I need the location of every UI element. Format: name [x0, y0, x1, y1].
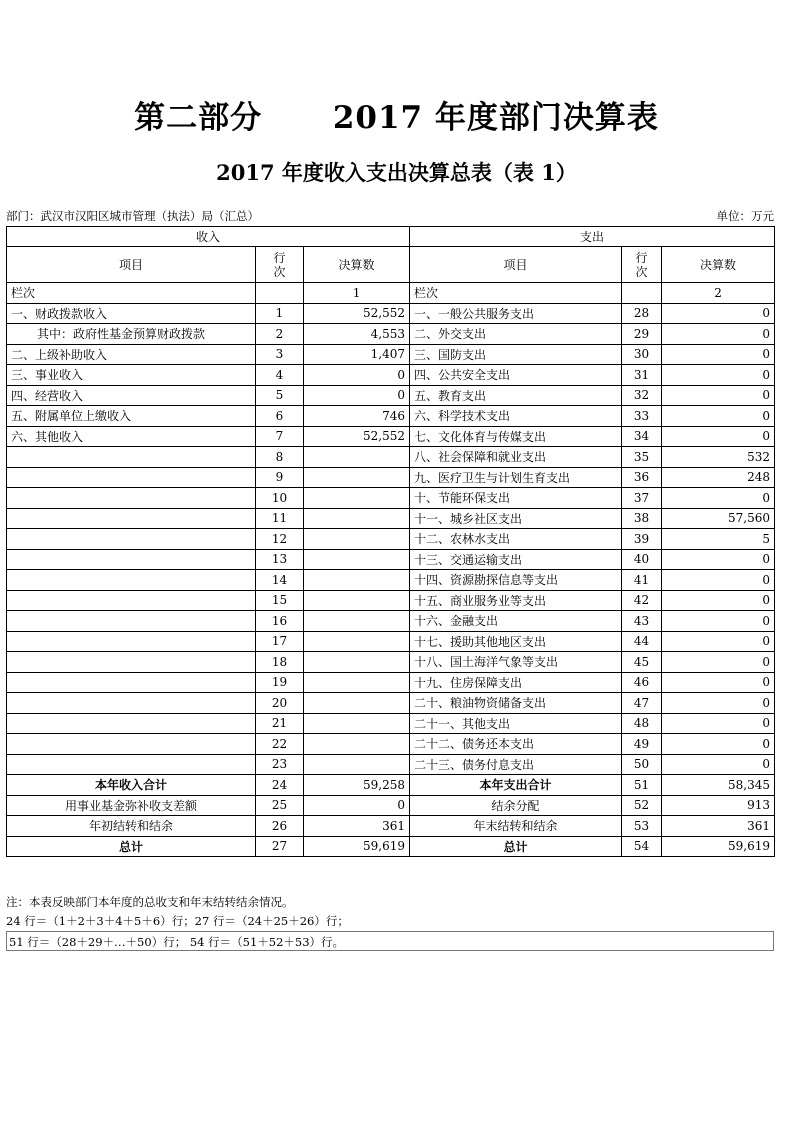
income-line-no: 1	[256, 303, 304, 324]
expense-amount: 0	[662, 488, 775, 509]
expense-amount: 0	[662, 426, 775, 447]
expense-amount: 0	[662, 365, 775, 386]
expense-amount: 0	[662, 303, 775, 324]
table-row	[7, 529, 775, 550]
expense-line-no: 47	[622, 693, 662, 714]
expense-line-no: 44	[622, 631, 662, 652]
expense-amount: 57,560	[662, 508, 775, 529]
income-amount	[304, 693, 410, 714]
income-amount: 4,553	[304, 324, 410, 345]
income-item: 二、上级补助收入	[7, 344, 256, 365]
expense-line-no: 49	[622, 734, 662, 755]
income-line-no: 4	[256, 365, 304, 386]
income-amount-header: 决算数	[304, 247, 410, 283]
income-amount	[304, 549, 410, 570]
income-item: 三、事业收入	[7, 365, 256, 386]
income-line-no: 5	[256, 385, 304, 406]
income-amount	[304, 672, 410, 693]
table-row	[7, 467, 775, 488]
income-amount	[304, 447, 410, 468]
income-item	[7, 508, 256, 529]
expense-amount: 5	[662, 529, 775, 550]
income-line-no: 15	[256, 590, 304, 611]
table-row	[7, 611, 775, 632]
expense-amount: 58,345	[662, 775, 775, 796]
income-item	[7, 447, 256, 468]
department-label: 部门：武汉市汉阳区城市管理（执法）局（汇总）	[6, 209, 259, 223]
expense-summary-item: 结余分配	[410, 795, 622, 816]
expense-item-header: 项目	[410, 247, 622, 283]
table-row	[7, 508, 775, 529]
income-line-no: 26	[256, 816, 304, 837]
summary-row	[7, 795, 775, 816]
expense-amount: 0	[662, 406, 775, 427]
table-row	[7, 406, 775, 427]
expense-item: 十六、金融支出	[410, 611, 622, 632]
expense-item: 八、社会保障和就业支出	[410, 447, 622, 468]
note-line-2: 24 行＝（1＋2＋3＋4＋5＋6）行；27 行＝（24＋25＋26）行；	[6, 914, 349, 928]
expense-summary-item: 年末结转和结余	[410, 816, 622, 837]
line-header-top: 行	[635, 250, 648, 265]
income-line-no: 27	[256, 836, 304, 857]
table-row	[7, 344, 775, 365]
expense-amount: 0	[662, 672, 775, 693]
expense-line-no: 34	[622, 426, 662, 447]
expense-line-no: 52	[622, 795, 662, 816]
expense-line-no: 38	[622, 508, 662, 529]
income-line-no: 17	[256, 631, 304, 652]
expense-line-no: 54	[622, 836, 662, 857]
income-amount	[304, 590, 410, 611]
income-amount	[304, 754, 410, 775]
income-amount	[304, 508, 410, 529]
income-amount: 1,407	[304, 344, 410, 365]
note-line-1: 注：本表反映部门本年度的总收支和年末结转结余情况。	[6, 895, 294, 909]
unit-label: 单位：万元	[716, 209, 774, 223]
expense-amount: 0	[662, 570, 775, 591]
income-summary-item: 用事业基金弥补收支差额	[7, 795, 256, 816]
note-line-3: 51 行＝（28＋29＋…＋50）行； 54 行＝（51＋52＋53）行。	[6, 931, 774, 951]
expense-item: 二、外交支出	[410, 324, 622, 345]
expense-amount: 0	[662, 611, 775, 632]
expense-line-no: 53	[622, 816, 662, 837]
income-amount	[304, 570, 410, 591]
income-line-no: 14	[256, 570, 304, 591]
table-row	[7, 385, 775, 406]
income-item	[7, 693, 256, 714]
income-line-no: 19	[256, 672, 304, 693]
income-amount	[304, 488, 410, 509]
line-header-bottom: 次	[635, 264, 648, 279]
summary-row	[7, 836, 775, 857]
income-amount	[304, 529, 410, 550]
income-amount	[304, 652, 410, 673]
expense-line-no: 30	[622, 344, 662, 365]
income-item	[7, 672, 256, 693]
expense-line-no: 42	[622, 590, 662, 611]
table-row	[7, 590, 775, 611]
expense-item: 十八、国土海洋气象等支出	[410, 652, 622, 673]
income-line-no: 3	[256, 344, 304, 365]
income-line-no: 8	[256, 447, 304, 468]
income-amount	[304, 611, 410, 632]
expense-line-no: 41	[622, 570, 662, 591]
income-line-no: 13	[256, 549, 304, 570]
expense-amount: 248	[662, 467, 775, 488]
expense-item: 二十一、其他支出	[410, 713, 622, 734]
income-amount: 0	[304, 385, 410, 406]
expense-item: 五、教育支出	[410, 385, 622, 406]
table-section-header	[7, 227, 775, 247]
expense-item: 六、科学技术支出	[410, 406, 622, 427]
expense-line-no: 46	[622, 672, 662, 693]
income-amount: 0	[304, 365, 410, 386]
expense-header: 支出	[410, 227, 775, 247]
income-item	[7, 570, 256, 591]
income-item	[7, 488, 256, 509]
expense-line-no: 36	[622, 467, 662, 488]
income-item-header: 项目	[7, 247, 256, 283]
table-row	[7, 693, 775, 714]
expense-lanci-label: 栏次	[410, 283, 622, 304]
expense-amount: 0	[662, 549, 775, 570]
income-amount: 52,552	[304, 303, 410, 324]
expense-item: 三、国防支出	[410, 344, 622, 365]
income-lanci-label: 栏次	[7, 283, 256, 304]
line-header-top: 行	[273, 250, 286, 265]
summary-row	[7, 816, 775, 837]
income-amount	[304, 631, 410, 652]
table-row	[7, 631, 775, 652]
income-line-no: 21	[256, 713, 304, 734]
table-row	[7, 672, 775, 693]
income-amount	[304, 467, 410, 488]
table-row	[7, 570, 775, 591]
income-line-no: 23	[256, 754, 304, 775]
notes	[6, 893, 774, 931]
table-subtitle: 2017 年度收入支出决算总表（表 1）	[216, 160, 577, 185]
income-item	[7, 652, 256, 673]
income-line-no: 7	[256, 426, 304, 447]
table-row	[7, 426, 775, 447]
income-line-no: 9	[256, 467, 304, 488]
income-amount: 746	[304, 406, 410, 427]
income-amount: 361	[304, 816, 410, 837]
income-amount: 59,619	[304, 836, 410, 857]
income-item	[7, 467, 256, 488]
income-item	[7, 754, 256, 775]
expense-line-no: 29	[622, 324, 662, 345]
table-row	[7, 549, 775, 570]
expense-item: 一、一般公共服务支出	[410, 303, 622, 324]
expense-amount: 532	[662, 447, 775, 468]
expense-amount: 0	[662, 324, 775, 345]
expense-amount: 913	[662, 795, 775, 816]
income-item	[7, 590, 256, 611]
expense-line-no: 45	[622, 652, 662, 673]
expense-line-header	[622, 247, 662, 283]
expense-amount: 361	[662, 816, 775, 837]
table-row	[7, 324, 775, 345]
income-summary-item: 年初结转和结余	[7, 816, 256, 837]
expense-amount: 0	[662, 652, 775, 673]
expense-amount: 0	[662, 590, 775, 611]
income-item	[7, 734, 256, 755]
expense-line-no: 48	[622, 713, 662, 734]
income-item	[7, 529, 256, 550]
table-row	[7, 365, 775, 386]
income-item	[7, 713, 256, 734]
expense-col-no: 2	[662, 283, 775, 304]
meta-line	[6, 208, 774, 224]
income-amount: 0	[304, 795, 410, 816]
expense-item: 十三、交通运输支出	[410, 549, 622, 570]
income-item: 其中：政府性基金预算财政拨款	[7, 324, 256, 345]
expense-line-no: 37	[622, 488, 662, 509]
income-amount	[304, 734, 410, 755]
income-col-no: 1	[304, 283, 410, 304]
table-row	[7, 303, 775, 324]
expense-line-no: 32	[622, 385, 662, 406]
income-line-no: 20	[256, 693, 304, 714]
expense-item: 十一、城乡社区支出	[410, 508, 622, 529]
income-line-no: 16	[256, 611, 304, 632]
income-item	[7, 611, 256, 632]
expense-line-no: 31	[622, 365, 662, 386]
line-header-bottom: 次	[273, 264, 286, 279]
expense-line-no: 35	[622, 447, 662, 468]
expense-item: 十二、农林水支出	[410, 529, 622, 550]
income-item: 五、附属单位上缴收入	[7, 406, 256, 427]
expense-amount: 59,619	[662, 836, 775, 857]
income-amount: 59,258	[304, 775, 410, 796]
income-amount	[304, 713, 410, 734]
expense-item: 九、医疗卫生与计划生育支出	[410, 467, 622, 488]
income-item: 四、经营收入	[7, 385, 256, 406]
expense-item: 二十二、债务还本支出	[410, 734, 622, 755]
expense-line-no: 51	[622, 775, 662, 796]
income-amount: 52,552	[304, 426, 410, 447]
income-line-no: 18	[256, 652, 304, 673]
expense-line-no: 40	[622, 549, 662, 570]
income-line-no: 24	[256, 775, 304, 796]
expense-amount: 0	[662, 754, 775, 775]
expense-line-no: 43	[622, 611, 662, 632]
expense-amount: 0	[662, 693, 775, 714]
expense-item: 十五、商业服务业等支出	[410, 590, 622, 611]
table-row	[7, 734, 775, 755]
expense-line-no: 33	[622, 406, 662, 427]
income-line-no: 25	[256, 795, 304, 816]
income-line-no: 2	[256, 324, 304, 345]
expense-amount: 0	[662, 385, 775, 406]
expense-item: 十九、住房保障支出	[410, 672, 622, 693]
income-line-no: 11	[256, 508, 304, 529]
expense-line-no: 39	[622, 529, 662, 550]
income-summary-item: 本年收入合计	[7, 775, 256, 796]
table-row	[7, 754, 775, 775]
income-item	[7, 549, 256, 570]
page-title: 第二部分 2017 年度部门决算表	[134, 100, 659, 136]
expense-line-no: 50	[622, 754, 662, 775]
expense-amount: 0	[662, 344, 775, 365]
income-item: 一、财政拨款收入	[7, 303, 256, 324]
income-line-no: 12	[256, 529, 304, 550]
table-row	[7, 713, 775, 734]
income-line-header	[256, 247, 304, 283]
income-header: 收入	[7, 227, 410, 247]
expense-item: 二十、粮油物资储备支出	[410, 693, 622, 714]
expense-amount-header: 决算数	[662, 247, 775, 283]
expense-line-no: 28	[622, 303, 662, 324]
expense-item: 四、公共安全支出	[410, 365, 622, 386]
expense-amount: 0	[662, 713, 775, 734]
table-row	[7, 488, 775, 509]
income-item	[7, 631, 256, 652]
expense-item: 十四、资源勘探信息等支出	[410, 570, 622, 591]
income-summary-item: 总计	[7, 836, 256, 857]
expense-item: 二十三、债务付息支出	[410, 754, 622, 775]
income-line-no: 22	[256, 734, 304, 755]
lanci-row	[7, 283, 775, 304]
table-column-header	[7, 247, 775, 283]
expense-item: 十七、援助其他地区支出	[410, 631, 622, 652]
income-line-no: 6	[256, 406, 304, 427]
table-row	[7, 652, 775, 673]
expense-summary-item: 总计	[410, 836, 622, 857]
income-line-no: 10	[256, 488, 304, 509]
expense-amount: 0	[662, 631, 775, 652]
expense-item: 十、节能环保支出	[410, 488, 622, 509]
expense-amount: 0	[662, 734, 775, 755]
budget-table	[6, 226, 775, 857]
expense-item: 七、文化体育与传媒支出	[410, 426, 622, 447]
income-item: 六、其他收入	[7, 426, 256, 447]
summary-row	[7, 775, 775, 796]
expense-summary-item: 本年支出合计	[410, 775, 622, 796]
table-row	[7, 447, 775, 468]
